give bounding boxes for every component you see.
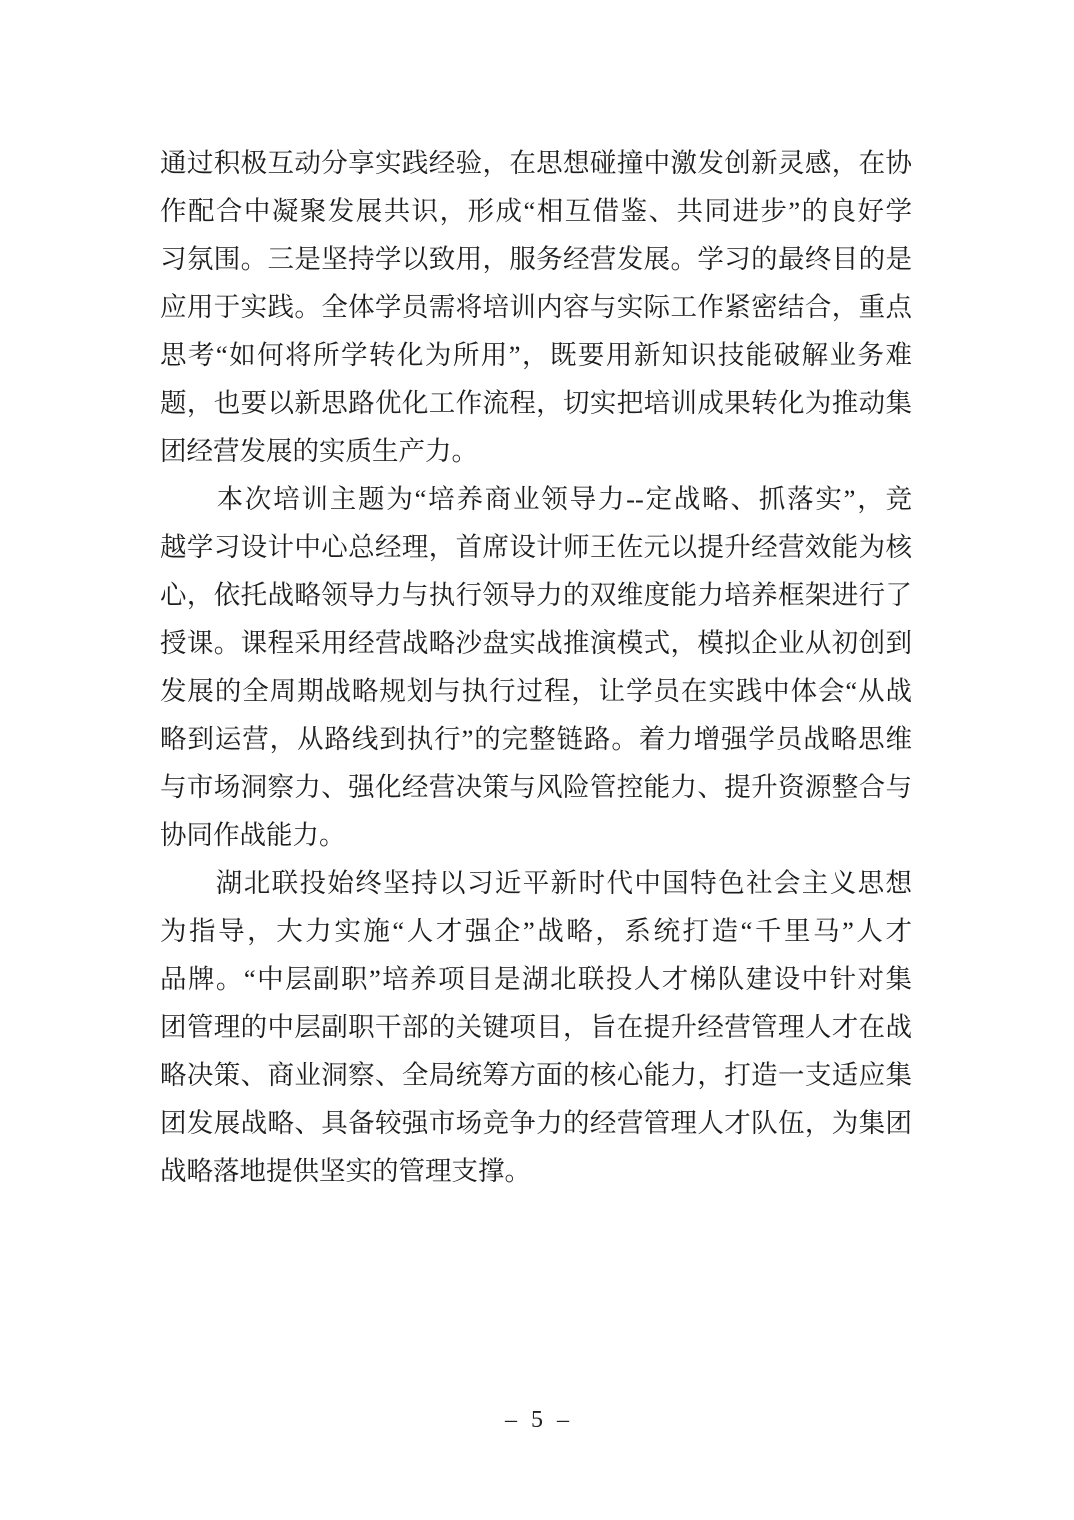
text-line: 协同作战能力。 (160, 820, 346, 850)
paragraph-2 (160, 475, 912, 859)
text-line: 应用于实践。全体学员需将培训内容与实际工作紧密结合，重点 (160, 292, 912, 322)
text-line: 战略落地提供坚实的管理支撑。 (160, 1156, 531, 1186)
page-number: – 5 – (505, 1407, 569, 1433)
text-line: 发展的全周期战略规划与执行过程，让学员在实践中体会“从战 (160, 676, 912, 706)
text-line: 团发展战略、具备较强市场竞争力的经营管理人才队伍，为集团 (160, 1108, 912, 1138)
text-line: 与市场洞察力、强化经营决策与风险管控能力、提升资源整合与 (160, 772, 912, 802)
text-line: 习氛围。三是坚持学以致用，服务经营发展。学习的最终目的是 (160, 244, 912, 274)
text-line: 授课。课程采用经营战略沙盘实战推演模式，模拟企业从初创到 (160, 628, 912, 658)
text-line: 越学习设计中心总经理，首席设计师王佐元以提升经营效能为核 (160, 532, 912, 562)
text-line: 湖北联投始终坚持以习近平新时代中国特色社会主义思想 (160, 868, 912, 898)
text-line: 作配合中凝聚发展共识，形成“相互借鉴、共同进步”的良好学 (160, 196, 912, 226)
text-line: 略到运营，从路线到执行”的完整链路。着力增强学员战略思维 (160, 724, 912, 754)
text-line: 略决策、商业洞察、全局统筹方面的核心能力，打造一支适应集 (160, 1060, 912, 1090)
text-line: 心，依托战略领导力与执行领导力的双维度能力培养框架进行了 (160, 580, 912, 610)
paragraph-3 (160, 859, 912, 1195)
paragraph-1 (160, 139, 912, 475)
text-line: 通过积极互动分享实践经验，在思想碰撞中激发创新灵感，在协 (160, 148, 912, 178)
text-line: 本次培训主题为“培养商业领导力--定战略、抓落实”，竞 (160, 484, 912, 514)
document-body (160, 139, 912, 1195)
text-line: 品牌。“中层副职”培养项目是湖北联投人才梯队建设中针对集 (160, 964, 912, 994)
text-line: 题，也要以新思路优化工作流程，切实把培训成果转化为推动集 (160, 388, 912, 418)
text-line: 思考“如何将所学转化为所用”，既要用新知识技能破解业务难 (160, 340, 912, 370)
text-line: 团管理的中层副职干部的关键项目，旨在提升经营管理人才在战 (160, 1012, 912, 1042)
text-line: 为指导，大力实施“人才强企”战略，系统打造“千里马”人才 (160, 916, 912, 946)
page-footer (0, 1404, 1074, 1436)
text-line: 团经营发展的实质生产力。 (160, 436, 478, 466)
